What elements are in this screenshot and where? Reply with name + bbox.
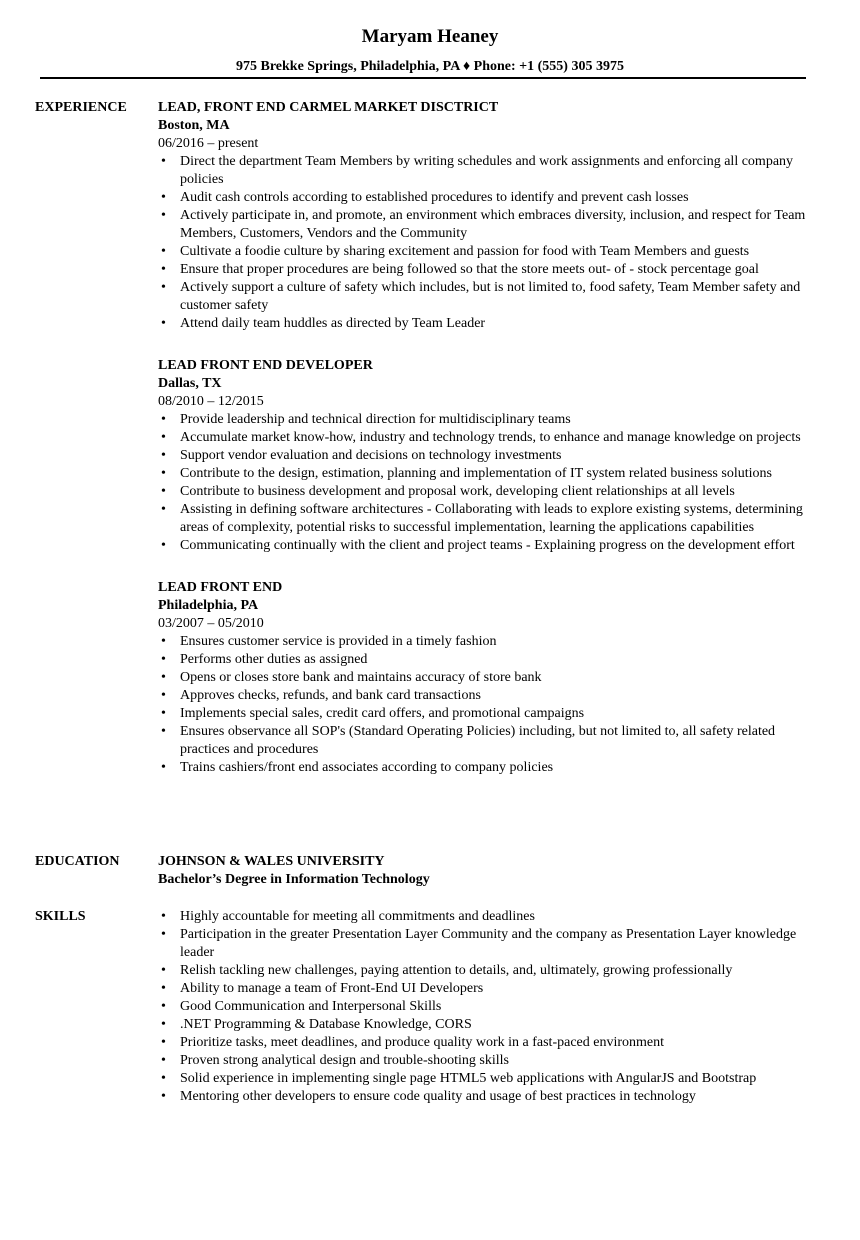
- job-bullet: • Audit cash controls according to established procedures to identify and prevent cash losses: [158, 189, 818, 207]
- skill-item: • Solid experience in implementing single page HTML5 web applications with AngularJS and Bootstrap: [158, 1070, 818, 1088]
- job-title: LEAD FRONT END: [158, 580, 283, 595]
- job-bullets: [158, 411, 818, 555]
- skill-item: • Proven strong analytical design and trouble-shooting skills: [158, 1052, 818, 1070]
- contact-line: 975 Brekke Springs, Philadelphia, PA ♦ Phone: +1 (555) 305 3975: [236, 59, 624, 74]
- job-entry: [158, 99, 818, 333]
- header-divider: [40, 77, 806, 79]
- job-dates: 08/2010 – 12/2015: [158, 394, 264, 409]
- job-entry: [158, 579, 818, 777]
- section-label-experience: EXPERIENCE: [35, 100, 127, 115]
- job-bullet: • Accumulate market know-how, industry and technology trends, to enhance and manage knowledge on projects: [158, 429, 818, 447]
- job-bullet: • Actively support a culture of safety which includes, but is not limited to, food safety, Team Member safety and customer safety: [158, 279, 818, 315]
- skill-item: • Mentoring other developers to ensure code quality and usage of best practices in technology: [158, 1088, 818, 1106]
- skill-item: • .NET Programming & Database Knowledge, CORS: [158, 1016, 818, 1034]
- section-label-education: EDUCATION: [35, 854, 120, 869]
- job-bullet: • Ensure that proper procedures are being followed so that the store meets out- of - stock percentage goal: [158, 261, 818, 279]
- job-dates: 06/2016 – present: [158, 136, 259, 151]
- job-location: Philadelphia, PA: [158, 598, 259, 613]
- job-bullet: • Opens or closes store bank and maintains accuracy of store bank: [158, 669, 818, 687]
- skills-list: [158, 908, 818, 1106]
- job-title: LEAD, FRONT END CARMEL MARKET DISCTRICT: [158, 100, 499, 115]
- job-bullet: • Support vendor evaluation and decisions on technology investments: [158, 447, 818, 465]
- job-bullet: • Approves checks, refunds, and bank card transactions: [158, 687, 818, 705]
- job-bullet: • Provide leadership and technical direction for multidisciplinary teams: [158, 411, 818, 429]
- job-title: LEAD FRONT END DEVELOPER: [158, 358, 373, 373]
- job-bullet: • Assisting in defining software architectures - Collaborating with leads to explore existing systems, determining areas of complexity, potential risks to successful implementation, learning the applications capabilities: [158, 501, 818, 537]
- skill-item: • Prioritize tasks, meet deadlines, and produce quality work in a fast-paced environment: [158, 1034, 818, 1052]
- skills-body: [158, 908, 818, 1106]
- job-bullet: • Contribute to business development and proposal work, developing client relationships at all levels: [158, 483, 818, 501]
- education-school: JOHNSON & WALES UNIVERSITY: [158, 854, 385, 869]
- job-bullet: • Communicating continually with the client and project teams - Explaining progress on the development effort: [158, 537, 818, 555]
- resume-name: Maryam Heaney: [361, 26, 499, 47]
- skill-item: • Ability to manage a team of Front-End UI Developers: [158, 980, 818, 998]
- skill-item: • Highly accountable for meeting all commitments and deadlines: [158, 908, 818, 926]
- job-bullet: • Ensures customer service is provided in a timely fashion: [158, 633, 818, 651]
- job-bullet: • Ensures observance all SOP's (Standard Operating Policies) including, but not limited to, all safety related practices and procedures: [158, 723, 818, 759]
- job-bullet: • Performs other duties as assigned: [158, 651, 818, 669]
- job-bullet: • Trains cashiers/front end associates according to company policies: [158, 759, 818, 777]
- job-bullets: [158, 633, 818, 777]
- job-location: Dallas, TX: [158, 376, 222, 391]
- job-entry: [158, 357, 818, 555]
- skill-item: • Good Communication and Interpersonal Skills: [158, 998, 818, 1016]
- job-dates: 03/2007 – 05/2010: [158, 616, 264, 631]
- job-bullets: [158, 153, 818, 333]
- job-location: Boston, MA: [158, 118, 230, 133]
- experience-jobs: [158, 99, 818, 801]
- section-label-skills: SKILLS: [35, 909, 86, 924]
- job-bullet: • Actively participate in, and promote, an environment which embraces diversity, inclusion, and respect for Team Members, Customers, Vendors and the Community: [158, 207, 818, 243]
- job-bullet: • Cultivate a foodie culture by sharing excitement and passion for food with Team Members and guests: [158, 243, 818, 261]
- skill-item: • Relish tackling new challenges, paying attention to details, and, ultimately, growing professionally: [158, 962, 818, 980]
- education-body: [158, 853, 818, 889]
- job-bullet: • Attend daily team huddles as directed by Team Leader: [158, 315, 818, 333]
- skill-item: • Participation in the greater Presentation Layer Community and the company as Presentation Layer knowledge leader: [158, 926, 818, 962]
- job-bullet: • Direct the department Team Members by writing schedules and work assignments and enforcing all company policies: [158, 153, 818, 189]
- education-degree: Bachelor’s Degree in Information Technology: [158, 872, 430, 887]
- job-bullet: • Contribute to the design, estimation, planning and implementation of IT system related business solutions: [158, 465, 818, 483]
- job-bullet: • Implements special sales, credit card offers, and promotional campaigns: [158, 705, 818, 723]
